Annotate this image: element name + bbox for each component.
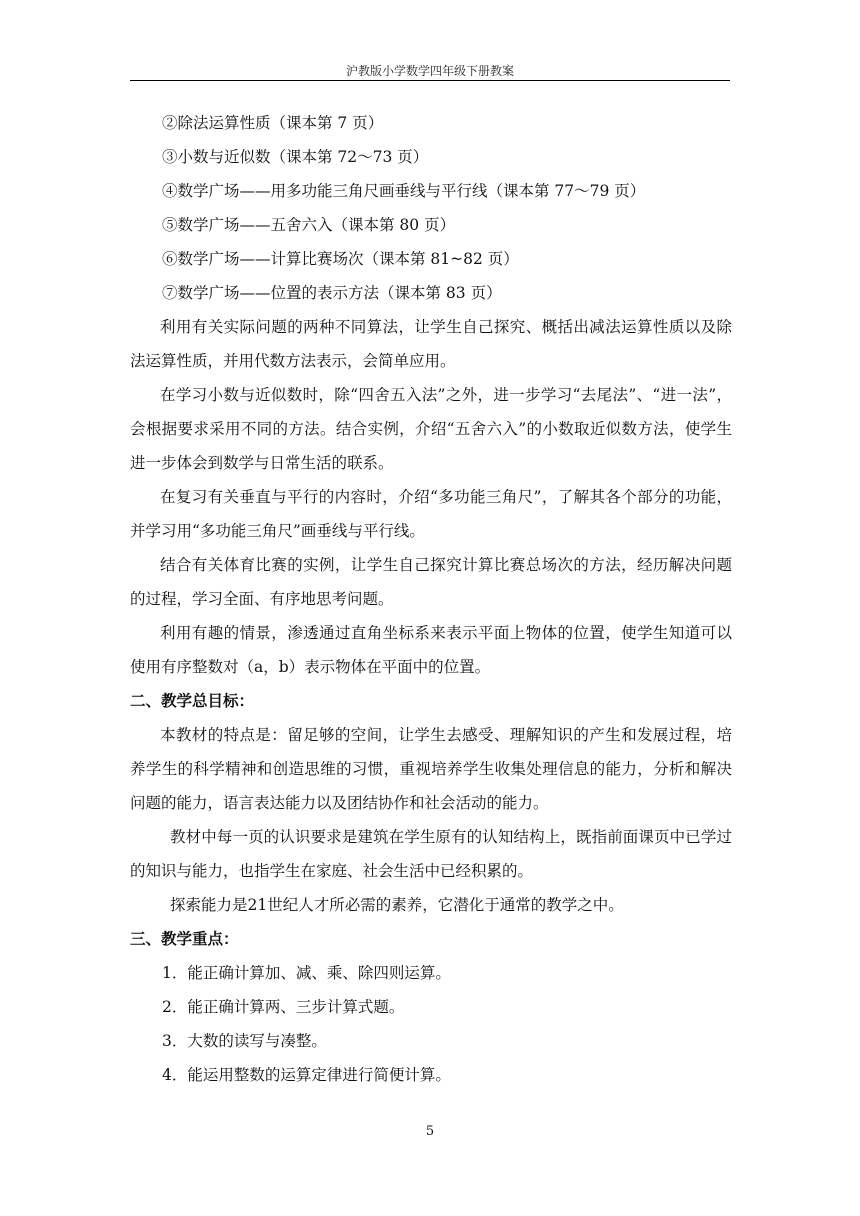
- paragraph: 利用有趣的情景，渗透通过直角坐标系来表示平面上物体的位置，使学生知道可以使用有序整数对（a，b）表示物体在平面中的位置。: [130, 624, 732, 676]
- paragraph: 在学习小数与近似数时，除“四舍五入法”之外，进一步学习“去尾法”、“进一法”，会根据要求采用不同的方法。结合实例，介绍“五舍六入”的小数取近似数方法，使学生进一步体会到数学与日常生活的联系。: [130, 386, 732, 472]
- topic-item: ⑦数学广场——位置的表示方法（课本第 83 页）: [162, 284, 502, 302]
- paragraph: 结合有关体育比赛的实例，让学生自己探究计算比赛总场次的方法，经历解决问题的过程，学习全面、有序地思考问题。: [130, 556, 732, 608]
- paragraph: 本教材的特点是：留足够的空间，让学生去感受、理解知识的产生和发展过程，培养学生的科学精神和创造思维的习惯，重视培养学生收集处理信息的能力，分析和解决问题的能力，语言表达能力以及团结协作和社会活动的能力。: [130, 726, 732, 812]
- page-header: 沪教版小学数学四年级下册教案: [345, 64, 514, 78]
- page-number: 5: [425, 1124, 435, 1139]
- paragraph: 教材中每一页的认识要求是建筑在学生原有的认知结构上，既指前面课页中已学过的知识与能力，也指学生在家庭、社会生活中已经积累的。: [130, 828, 732, 880]
- paragraph: 探索能力是21世纪人才所必需的素养，它潜化于通常的教学之中。: [170, 896, 624, 914]
- list-item: 1．能正确计算加、减、乘、除四则运算。: [162, 964, 451, 982]
- header-rule: [130, 80, 730, 81]
- section-heading: 三、教学重点：: [130, 930, 239, 948]
- document-body: [130, 106, 732, 1092]
- topic-item: ②除法运算性质（课本第 7 页）: [162, 114, 384, 132]
- list-item: 4．能运用整数的运算定律进行简便计算。: [162, 1066, 451, 1084]
- topic-item: ④数学广场——用多功能三角尺画垂线与平行线（课本第 77～79 页）: [162, 182, 646, 200]
- topic-item: ③小数与近似数（课本第 72～73 页）: [162, 148, 429, 166]
- topic-item: ⑤数学广场——五舍六入（课本第 80 页）: [162, 216, 456, 234]
- topic-item: ⑥数学广场——计算比赛场次（课本第 81~82 页）: [162, 250, 519, 268]
- paragraph: 利用有关实际问题的两种不同算法，让学生自己探究、概括出减法运算性质以及除法运算性质，并用代数方法表示，会简单应用。: [130, 318, 732, 370]
- list-item: 2．能正确计算两、三步计算式题。: [162, 998, 405, 1016]
- paragraph: 在复习有关垂直与平行的内容时，介绍“多功能三角尺”，了解其各个部分的功能，并学习用“多功能三角尺”画垂线与平行线。: [130, 488, 732, 540]
- list-item: 3．大数的读写与凑整。: [162, 1032, 327, 1050]
- section-heading: 二、教学总目标：: [130, 692, 255, 710]
